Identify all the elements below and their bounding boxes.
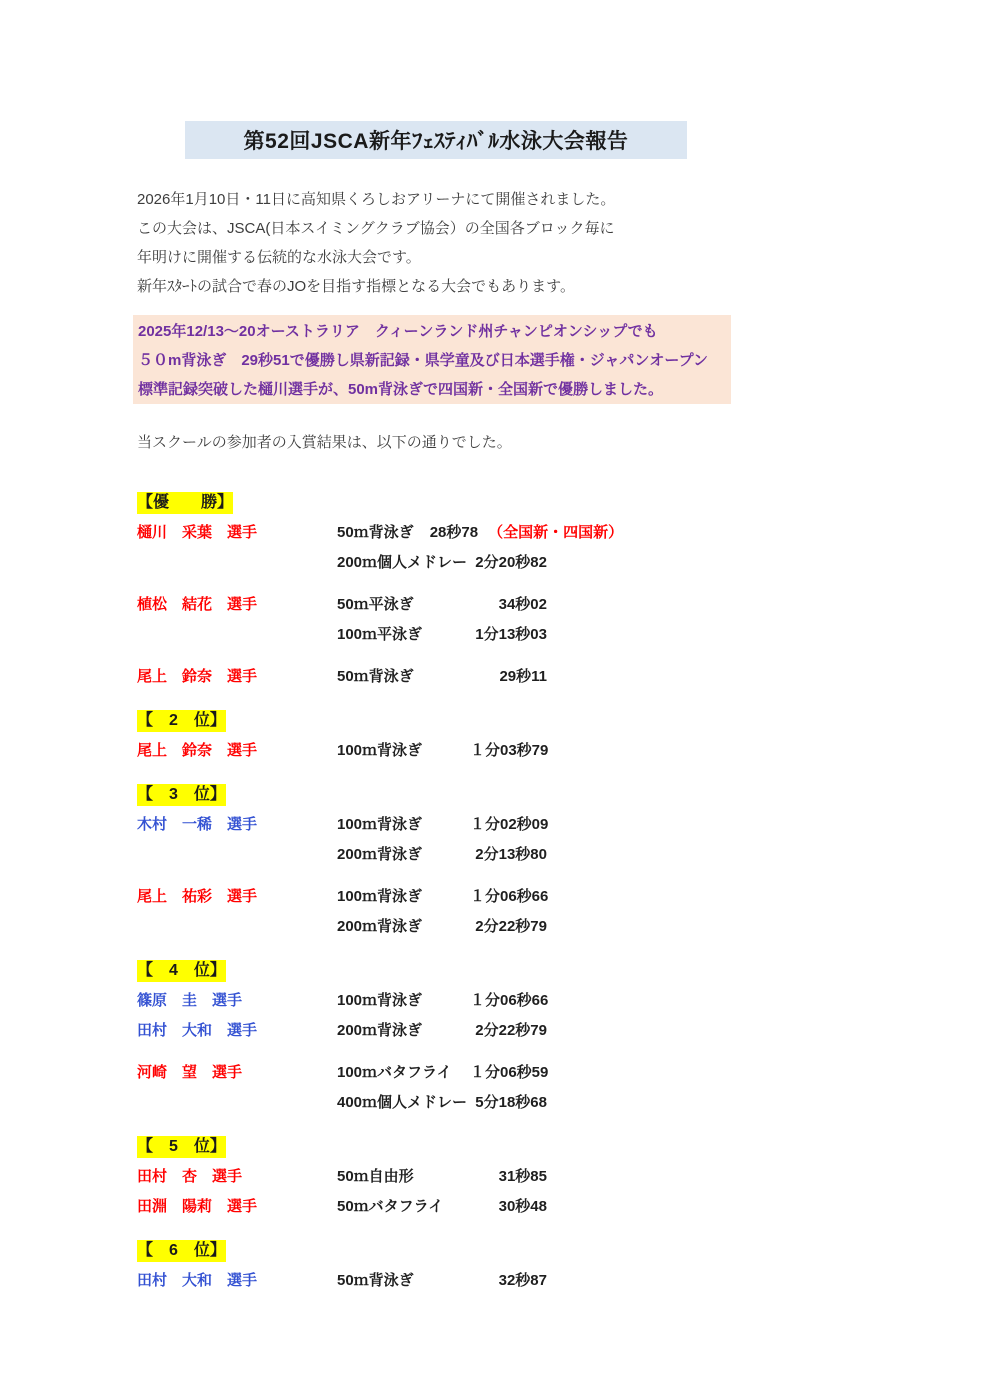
athlete-name: 篠原 圭 選手	[137, 992, 243, 1009]
section-label: 【優 勝】	[137, 492, 233, 514]
intro-paragraph	[137, 185, 615, 301]
page-title: 第52回JSCA新年ﾌｪｽﾃｨﾊﾞﾙ水泳大会報告	[243, 130, 629, 153]
athlete-name: 尾上 祐彩 選手	[137, 888, 258, 905]
intro-line: 新年ｽﾀｰﾄの試合で春のJOを目指す指標となる大会でもあります。	[137, 278, 575, 295]
event-time: 1分13秒03	[475, 626, 547, 643]
section-label: 【 6 位】	[137, 1240, 226, 1262]
event-time: 2分22秒79	[475, 918, 547, 935]
athlete-name: 河崎 望 選手	[137, 1064, 243, 1081]
event-name: 200ｍ個人メドレー	[337, 554, 468, 571]
intro-line: 2026年1月10日・11日に高知県くろしおアリーナにて開催されました。	[137, 191, 616, 208]
result-row	[137, 554, 877, 572]
event-time: １分06秒66	[470, 992, 549, 1009]
record-note: （全国新・四国新）	[488, 524, 624, 541]
event-name: 100ｍ背泳ぎ	[337, 992, 423, 1009]
event-name: 400ｍ個人メドレー	[337, 1094, 468, 1111]
result-row	[137, 1094, 877, 1112]
event-time: 2分22秒79	[475, 1022, 547, 1039]
highlight-box	[133, 315, 731, 404]
result-row	[137, 668, 877, 686]
section-header-5th	[137, 1136, 877, 1158]
athlete-name: 田村 大和 選手	[137, 1272, 258, 1289]
athlete-name: 尾上 鈴奈 選手	[137, 668, 258, 685]
athlete-name: 田村 大和 選手	[137, 1022, 258, 1039]
highlight-line: ５０m背泳ぎ 29秒51で優勝し県新記録・県学童及び日本選手権・ジャパンオープン	[138, 352, 709, 369]
result-row	[137, 1064, 877, 1082]
event-name: 100ｍ背泳ぎ	[337, 816, 423, 833]
result-row	[137, 626, 877, 644]
intro-line: この大会は、JSCA(日本スイミングクラブ協会）の全国各ブロック毎に	[137, 220, 615, 237]
athlete-name: 田村 杏 選手	[137, 1168, 243, 1185]
title-banner	[185, 121, 687, 159]
result-row	[137, 1272, 877, 1290]
results-intro: 当スクールの参加者の入賞結果は、以下の通りでした。	[137, 434, 512, 451]
result-row	[137, 524, 877, 542]
event-name: 50ｍ自由形	[337, 1168, 414, 1185]
event-time: 5分18秒68	[475, 1094, 547, 1111]
highlight-line: 標準記録突破した樋川選手が、50m背泳ぎで四国新・全国新で優勝しました。	[138, 381, 664, 398]
event-name: 50ｍ背泳ぎ	[337, 1272, 414, 1289]
result-row	[137, 888, 877, 906]
event-name: 100ｍ背泳ぎ	[337, 742, 423, 759]
event-time: 34秒02	[498, 596, 547, 613]
intro-line: 年明けに開催する伝統的な水泳大会です。	[137, 249, 421, 266]
result-row	[137, 1198, 877, 1216]
event-name: 100ｍバタフライ	[337, 1064, 452, 1081]
result-row	[137, 918, 877, 936]
event-time: １分06秒59	[470, 1064, 549, 1081]
event-name: 200ｍ背泳ぎ	[337, 1022, 423, 1039]
event-time: 2分20秒82	[475, 554, 547, 571]
event-time: １分02秒09	[470, 816, 549, 833]
result-row	[137, 742, 877, 760]
athlete-name: 田淵 陽莉 選手	[137, 1198, 258, 1215]
event-time: 32秒87	[498, 1272, 547, 1289]
result-row	[137, 992, 877, 1010]
event-name: 50ｍ背泳ぎ	[337, 524, 414, 541]
section-label: 【 2 位】	[137, 710, 226, 732]
section-header-2nd	[137, 710, 877, 732]
event-name: 200ｍ背泳ぎ	[337, 918, 423, 935]
result-row	[137, 816, 877, 834]
athlete-name: 尾上 鈴奈 選手	[137, 742, 258, 759]
event-name: 50ｍ背泳ぎ	[337, 668, 414, 685]
event-name: 50ｍ平泳ぎ	[337, 596, 414, 613]
event-name: 200ｍ背泳ぎ	[337, 846, 423, 863]
event-name: 100ｍ背泳ぎ	[337, 888, 423, 905]
event-name: 100ｍ平泳ぎ	[337, 626, 423, 643]
event-time: 30秒48	[498, 1198, 547, 1215]
event-time: 28秒78	[429, 524, 479, 541]
result-row	[137, 846, 877, 864]
result-row	[137, 596, 877, 614]
section-label: 【 3 位】	[137, 784, 226, 806]
athlete-name: 植松 結花 選手	[137, 596, 258, 613]
event-time: 2分13秒80	[475, 846, 547, 863]
section-header-3rd	[137, 784, 877, 806]
section-label: 【 4 位】	[137, 960, 226, 982]
result-row	[137, 1168, 877, 1186]
event-time: 31秒85	[498, 1168, 547, 1185]
result-row	[137, 1022, 877, 1040]
section-header-champion	[137, 492, 877, 514]
athlete-name: 樋川 采葉 選手	[137, 524, 258, 541]
section-header-6th	[137, 1240, 877, 1262]
event-time: １分06秒66	[470, 888, 549, 905]
highlight-line: 2025年12/13～20オーストラリア クィーンランド州チャンピオンシップでも	[138, 323, 658, 340]
event-name: 50ｍバタフライ	[337, 1198, 444, 1215]
section-header-4th	[137, 960, 877, 982]
section-label: 【 5 位】	[137, 1136, 226, 1158]
results-list	[137, 492, 877, 1302]
event-time: １分03秒79	[470, 742, 549, 759]
event-time: 29秒11	[499, 668, 547, 685]
athlete-name: 木村 一稀 選手	[137, 816, 258, 833]
